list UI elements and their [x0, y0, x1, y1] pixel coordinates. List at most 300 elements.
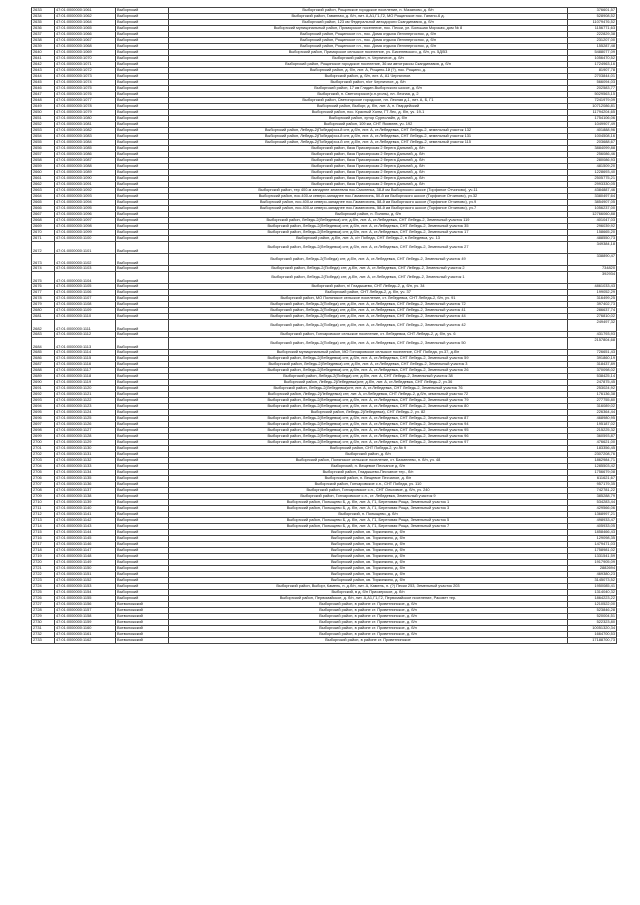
- district-cell: Выборгский: [116, 308, 169, 314]
- cadastral-number-cell: 47:01:0000000:1146: [55, 542, 116, 548]
- row-number-cell: 2656: [32, 146, 55, 152]
- value-cell: 360593,87: [568, 434, 617, 440]
- address-cell: Выборгский район, Лебедь-2(Победа)хоз-й снт, д.б/н, лит. А, ст.Лебедевка, СНТ Лебедь-2, земельный участок 131: [169, 134, 568, 140]
- district-cell: Выборгский: [116, 8, 169, 14]
- row-number-cell: 2645: [32, 80, 55, 86]
- address-cell: Выборгский район, кв. Тиркинкино, д. б/н: [169, 542, 568, 548]
- value-cell: 528908,52: [568, 14, 617, 20]
- address-cell: Выборгский район, 17 км Гладин-Выборгского шоссе, д. б/н: [169, 86, 568, 92]
- cadastral-number-cell: 47:01:0000000:1062: [55, 14, 116, 20]
- value-cell: 469380,23: [568, 572, 617, 578]
- registry-table-body: [32, 8, 617, 644]
- district-cell: Выборгский: [116, 206, 169, 212]
- district-cell: Выборгский: [116, 290, 169, 296]
- value-cell: 12766060,88: [568, 212, 617, 218]
- district-cell: Всеволожский: [116, 602, 169, 608]
- row-number-cell: 2652: [32, 122, 55, 128]
- address-cell: Выборгский район, тер 400-м западнее землевла пос.Смоленка, 38-й км Выборгского шоссе (Торфяное Отчиново), уч.11: [169, 188, 568, 194]
- row-number-cell: 2714: [32, 524, 55, 530]
- address-cell: Выборгский район, Лебедь-2(Победа) снт, д.б/н, лит. А, ст.Лебедевка, СНТ Лебедь-2, Земельный участок 1: [169, 272, 568, 284]
- row-number-cell: 2688: [32, 368, 55, 374]
- value-cell: 286637,74: [568, 308, 617, 314]
- district-cell: Выборгский: [116, 440, 169, 446]
- cadastral-number-cell: 47:01:0000000:1160: [55, 626, 116, 632]
- value-cell: 5029563,15: [568, 92, 617, 98]
- cadastral-number-cell: 47:01:0000000:1135: [55, 476, 116, 482]
- row-number-cell: 2702: [32, 452, 55, 458]
- row-number-cell: 2672: [32, 242, 55, 254]
- district-cell: Выборгский: [116, 398, 169, 404]
- value-cell: 1756679,08: [568, 470, 617, 476]
- address-cell: Выборгский район, Рощинское городское поселение, п. Мазаново, д. б/н: [169, 8, 568, 14]
- value-cell: 522323,80: [568, 620, 617, 626]
- address-cell: Выборгский район, пос.400-м северо-западнее пос.Гаманихинь, 58-й км Выборгского шоссе (Торфяное Отчиново), уч.9: [169, 200, 568, 206]
- row-number-cell: 2701: [32, 446, 55, 452]
- address-cell: Выборгский район, Лебедь-2(Лебедевка) снт, д.б/н, лит. А, ст.Лебедевка, СНТ Лебедь-2, Земельный участок 35: [169, 224, 568, 230]
- district-cell: Выборгский: [116, 560, 169, 566]
- address-cell: Выборгский район, Лебедь-2(Победа) снт, д.б/н, лит. А, СНТ Лебедь-2, Земельный участок 38: [169, 374, 568, 380]
- row-number-cell: 2686: [32, 356, 55, 362]
- cadastral-number-cell: 47:01:0000000:1068: [55, 44, 116, 50]
- cadastral-number-cell: 47:01:0000000:1076: [55, 92, 116, 98]
- address-cell: Выборгский муниципальный район, МО Гончаровское сельское поселение, СНТ Победа, уч.37, д.б/н: [169, 350, 568, 356]
- district-cell: Выборгский: [116, 236, 169, 242]
- row-number-cell: 2695: [32, 410, 55, 416]
- address-cell: Выборгский район, пос.400-м северо-западнее пос.Гаманихинь, 50-й км Выборгского шоссе (Торфяное Отчиново), уч.32: [169, 194, 568, 200]
- cadastral-number-cell: 47:01:0000000:1064: [55, 20, 116, 26]
- value-cell: 397402,73: [568, 302, 617, 308]
- cadastral-number-cell: 47:01:0000000:1090: [55, 176, 116, 182]
- value-cell: 1864223,22: [568, 596, 617, 602]
- district-cell: Выборгский: [116, 488, 169, 494]
- cadastral-number-cell: 47:01:0000000:1086: [55, 152, 116, 158]
- address-cell: Выборгский район, Лебедь-2(Лебедевка) снт, д.б/н, лит. А, ст.Лебедевка, СНТ Лебедь-2, Земельный участок 3: [169, 362, 568, 368]
- district-cell: Выборгский: [116, 362, 169, 368]
- value-cell: 726651,43: [568, 350, 617, 356]
- district-cell: Выборгский: [116, 524, 169, 530]
- value-cell: 742781,22: [568, 488, 617, 494]
- value-cell: 523846,28: [568, 608, 617, 614]
- address-cell: Выборгский район, Лебедь-2(Победа)хоз-й снт, д.б/н, лит. А, ст.Лебедевка, СНТ Лебедь-2, земельный участок 132: [169, 128, 568, 134]
- value-cell: 488550,73: [568, 236, 617, 242]
- row-number-cell: 2648: [32, 98, 55, 104]
- district-cell: Выборгский: [116, 296, 169, 302]
- row-number-cell: 2716: [32, 536, 55, 542]
- address-cell: Выборгский район, Лебедь-2(Победа) снт, д.б/н, лит. А, ст.Лебедевка, СНТ Лебедь-2, Земельный участок 41: [169, 308, 568, 314]
- cadastral-number-cell: 47:01:0000000:1089: [55, 170, 116, 176]
- district-cell: Выборгский: [116, 518, 169, 524]
- value-cell: 534283,44: [568, 500, 617, 506]
- address-cell: Выборгский район, Лебедь-2(Победа) снт, д.б/н, лит. А, ст.Лебедевка, СНТ Лебедь-2, Земельный участок 2: [169, 266, 568, 272]
- address-cell: Выборгский, п. Полыщево, д. б/н: [169, 512, 568, 518]
- district-cell: Выборгский: [116, 176, 169, 182]
- district-cell: Выборгский: [116, 188, 169, 194]
- cadastral-number-cell: 47:01:0000000:1121: [55, 392, 116, 398]
- value-cell: 316499,25: [568, 296, 617, 302]
- address-cell: Выборгский район, Лебедь-2(Лебедевка) снт, д.б/н, лит. А, ст.Лебедевка, СНТ Лебедь-2, Земельный участок 119: [169, 218, 568, 224]
- cadastral-number-cell: 47:01:0000000:1067: [55, 38, 116, 44]
- address-cell: Выборгский район, кв. Тиркинкино, д. б/н: [169, 548, 568, 554]
- row-number-cell: 2713: [32, 518, 55, 524]
- address-cell: Выборгский район, Лебедь-2(Лебедевка) снт, д.б/н, лит. А, ст.Лебедевка, СНТ Лебедь-2, Земельный участок 79: [169, 398, 568, 404]
- row-number-cell: 2665: [32, 200, 55, 206]
- value-cell: 370098,02: [568, 368, 617, 374]
- row-number-cell: 2707: [32, 482, 55, 488]
- row-number-cell: 2728: [32, 608, 55, 614]
- value-cell: 2307208,76: [568, 452, 617, 458]
- cadastral-number-cell: 47:01:0000000:1141: [55, 512, 116, 518]
- district-cell: Выборгский: [116, 494, 169, 500]
- row-number-cell: 2657: [32, 152, 55, 158]
- cadastral-number-cell: 47:01:0000000:1144: [55, 530, 116, 536]
- cadastral-number-cell: 47:01:0000000:1103: [55, 266, 116, 272]
- address-cell: Выборгский район, база Приозерская 2 берега Дальний, д. б/н: [169, 176, 568, 182]
- address-cell: Выборгский район, п/ст Черничное, д. б/н: [169, 80, 568, 86]
- district-cell: Выборгский: [116, 158, 169, 164]
- row-number-cell: 2675: [32, 272, 55, 284]
- row-number-cell: 2640: [32, 50, 55, 56]
- address-cell: Выборгский район, п. Вещевое Песчаное, д. б/н: [169, 476, 568, 482]
- district-cell: Выборгский: [116, 590, 169, 596]
- district-cell: Выборгский: [116, 512, 169, 518]
- cadastral-number-cell: 47:01:0000000:1161: [55, 632, 116, 638]
- address-cell: Выборгский, п. Светогорское(с.п.уголь), пл. Лесная, д. 2: [169, 92, 568, 98]
- district-cell: Выборгский: [116, 458, 169, 464]
- row-number-cell: 2720: [32, 560, 55, 566]
- value-cell: 195187,02: [568, 422, 617, 428]
- value-cell: 734820: [568, 266, 617, 272]
- value-cell: 4384887,46: [568, 188, 617, 194]
- cadastral-number-cell: 47:01:0000000:1139: [55, 500, 116, 506]
- cadastral-number-cell: 47:01:0000000:1077: [55, 98, 116, 104]
- row-number-cell: 2711: [32, 506, 55, 512]
- cadastral-number-cell: 47:01:0000000:1069: [55, 50, 116, 56]
- district-cell: Выборгский: [116, 554, 169, 560]
- value-cell: 1314040,32: [568, 590, 617, 596]
- address-cell: Выборгский район, Лебедь-2(Лебедевка) снт, д.б/н, лит. А, ст.Лебедевка, СНТ Лебедь-2, Земельный участок 95: [169, 428, 568, 434]
- value-cell: 1156771,63: [568, 26, 617, 32]
- row-number-cell: 2647: [32, 92, 55, 98]
- address-cell: Выборгский район, в районе ст. Приветнинское, д. б/н: [169, 626, 568, 632]
- district-cell: Выборгский: [116, 482, 169, 488]
- address-cell: Выборгский район, в районе ст. Приветнинское: [169, 638, 568, 644]
- row-number-cell: 2674: [32, 266, 55, 272]
- row-number-cell: 2689: [32, 374, 55, 380]
- address-cell: Выборгский район, Гончаровское с.п., СНТ Победа, уч. 110: [169, 482, 568, 488]
- table-row: [32, 338, 617, 350]
- row-number-cell: 2690: [32, 380, 55, 386]
- cadastral-number-cell: 47:01:0000000:1099: [55, 230, 116, 236]
- row-number-cell: 2667: [32, 212, 55, 218]
- cadastral-number-cell: 47:01:0000000:1108: [55, 302, 116, 308]
- value-cell: 277755,80: [568, 398, 617, 404]
- address-cell: Выборгский район, кв. Тиркинкино, д. б/н: [169, 554, 568, 560]
- row-number-cell: 2718: [32, 548, 55, 554]
- row-number-cell: 2685: [32, 350, 55, 356]
- district-cell: Выборгский: [116, 272, 169, 284]
- district-cell: Выборгский: [116, 476, 169, 482]
- value-cell: 3884099,88: [568, 146, 617, 152]
- row-number-cell: 2727: [32, 602, 55, 608]
- district-cell: Выборгский: [116, 254, 169, 266]
- address-cell: Выборгский район, д. б/н, лит. А, Рощино-1й (?), пос. Рощино, д.: [169, 68, 568, 74]
- row-number-cell: 2694: [32, 404, 55, 410]
- row-number-cell: 2650: [32, 110, 55, 116]
- district-cell: Выборгский: [116, 416, 169, 422]
- district-cell: Выборгский: [116, 386, 169, 392]
- district-cell: Выборгский: [116, 56, 169, 62]
- district-cell: Выборгский: [116, 230, 169, 236]
- address-cell: Выборгский район, Гладышево-Песчаное тер., б/н: [169, 470, 568, 476]
- value-cell: 401888,96: [568, 128, 617, 134]
- district-cell: Выборгский: [116, 74, 169, 80]
- cadastral-number-cell: 47:01:0000000:1126: [55, 422, 116, 428]
- address-cell: Выборгский район, п. Поляны, д. б/н: [169, 212, 568, 218]
- address-cell: Выборгский район, Лебедь-2(Лебедевка) снт, д.б/н, лит. А, ст.Лебедевка, СНТ Лебедь-2, Земельный участок 59: [169, 356, 568, 362]
- value-cell: 10712086,81: [568, 104, 617, 110]
- row-number-cell: 2643: [32, 68, 55, 74]
- address-cell: Выборгский район, п/ Гладышево, СНТ Лебедь-2, д. б/н, уч. 34: [169, 284, 568, 290]
- address-cell: Выборгский район, МО Полянское сельское поселение, ст. Лебедевка, СНТ Лебедь-2, б/н, уч. 91: [169, 296, 568, 302]
- district-cell: Выборгский: [116, 452, 169, 458]
- address-cell: Выборгский, в д. б/н Приозерское, д. б/н: [169, 590, 568, 596]
- address-cell: Выборгский район, Лебедь-2(Победа) снт, д.б/н, лит. А, ст.Лебедевка, СНТ Лебедь-2, Земельный участок 72: [169, 302, 568, 308]
- row-number-cell: 2700: [32, 440, 55, 446]
- address-cell: Выборгский район, база Приозерская 2 берега Дальний, д. б/н: [169, 146, 568, 152]
- value-cell: 81907,78: [568, 68, 617, 74]
- value-cell: 1862984,71: [568, 458, 617, 464]
- address-cell: Выборгский район, Лебедь-2(Лебедевка) снт, д.б/н, лит. А, ст.Лебедевка, СНТ Лебедь-2, Земельный участок 17: [169, 230, 568, 236]
- address-cell: Выборгский район, Рощинское г.п., пос. Дома отдыха Ленэнергоспос, д. б/н: [169, 38, 568, 44]
- row-number-cell: 2673: [32, 254, 55, 266]
- address-cell: Выборгский район, кв. Тиркинкино, д. б/н: [169, 578, 568, 584]
- row-number-cell: 2676: [32, 284, 55, 290]
- value-cell: 2505775,21: [568, 176, 617, 182]
- district-cell: Выборгский: [116, 368, 169, 374]
- cadastral-number-cell: 47:01:0000000:1078: [55, 104, 116, 110]
- cadastral-number-cell: 47:01:0000000:1142: [55, 518, 116, 524]
- cadastral-number-cell: 47:01:0000000:1117: [55, 368, 116, 374]
- district-cell: Выборгский: [116, 392, 169, 398]
- address-cell: Выборгский район, база Приозерская 2 берега Дальний, д. б/н: [169, 164, 568, 170]
- address-cell: Выборгский район, д. б/н, лит. А, А1 Черничное.: [169, 74, 568, 80]
- value-cell: 183356,45: [568, 446, 617, 452]
- district-cell: Выборгский: [116, 182, 169, 188]
- district-cell: Выборгский: [116, 464, 169, 470]
- district-cell: Всеволожский: [116, 614, 169, 620]
- value-cell: 349384,18: [568, 242, 617, 254]
- row-number-cell: 2679: [32, 302, 55, 308]
- address-cell: Выборгский район, кв. Тиркинкино, д. б/н: [169, 572, 568, 578]
- value-cell: 11079476,52: [568, 20, 617, 26]
- address-cell: Выборгский район, Лебедь-2(Лебедевка) снт, д.б/н, лит. А, ст.Лебедевка, СНТ Лебедь-2, Земельный участок 87: [169, 416, 568, 422]
- cadastral-number-cell: 47:01:0000000:1158: [55, 614, 116, 620]
- row-number-cell: 2687: [32, 362, 55, 368]
- district-cell: Выборгский: [116, 338, 169, 350]
- district-cell: Выборгский: [116, 128, 169, 134]
- address-cell: Выборгский район, СНТ Лебедь-2, д. б/н, уч. 37: [169, 290, 568, 296]
- value-cell: 202583,77: [568, 86, 617, 92]
- cadastral-number-cell: 47:01:0000000:1097: [55, 218, 116, 224]
- value-cell: 2157804,68: [568, 338, 617, 350]
- address-cell: Выборгский район, Лебедь-2(Лебедевка)снт, д.б/н, лит. А, ст.Лебедевка, СНТ Лебедь-2, уч.36: [169, 380, 568, 386]
- district-cell: Выборгский: [116, 50, 169, 56]
- district-cell: Выборгский: [116, 356, 169, 362]
- value-cell: 566094,03: [568, 80, 617, 86]
- cadastral-number-cell: 47:01:0000000:1111: [55, 320, 116, 332]
- address-cell: Выборгский район, пос.400-м северо-западнее пос.Гаманихинь, 58-й км Выборгского шоссе (Торфяное Отчиново), уч.7: [169, 206, 568, 212]
- row-number-cell: 2634: [32, 14, 55, 20]
- value-cell: 129098,35: [568, 536, 617, 542]
- value-cell: 392934: [568, 272, 617, 284]
- row-number-cell: 2658: [32, 158, 55, 164]
- cadastral-number-cell: 47:01:0000000:1096: [55, 212, 116, 218]
- district-cell: Выборгский: [116, 104, 169, 110]
- district-cell: Выборгский: [116, 80, 169, 86]
- cadastral-number-cell: 47:01:0000000:1159: [55, 620, 116, 626]
- district-cell: Выборгский: [116, 428, 169, 434]
- cadastral-number-cell: 47:01:0000000:1149: [55, 560, 116, 566]
- value-cell: 401047,03: [568, 218, 617, 224]
- cadastral-number-cell: 47:01:0000000:1119: [55, 380, 116, 386]
- address-cell: Выборгский муниципальный район, Приморское поселение, пос. Пески, ул. Большая Морская, дом № 8: [169, 26, 568, 32]
- row-number-cell: 2717: [32, 542, 55, 548]
- cadastral-number-cell: 47:01:0000000:1106: [55, 290, 116, 296]
- row-number-cell: 2729: [32, 614, 55, 620]
- address-cell: Выборгский район, Гончаровское с.п., СНТ Ольховое, д. б/н, уч. 240: [169, 488, 568, 494]
- cadastral-number-cell: 47:01:0000000:1065: [55, 26, 116, 32]
- value-cell: 429566,06: [568, 506, 617, 512]
- address-cell: Выборгский район, база Приозерская 2 берега Дальний, д. б/н: [169, 158, 568, 164]
- value-cell: 17188700,73: [568, 638, 617, 644]
- address-cell: Выборгский район, 123 км Федеральной автодороги Скандинавия, д. б/н: [169, 20, 568, 26]
- value-cell: 1479471,03: [568, 542, 617, 548]
- row-number-cell: 2681: [32, 314, 55, 320]
- value-cell: 1285503,42: [568, 464, 617, 470]
- row-number-cell: 2666: [32, 206, 55, 212]
- address-cell: Выборгский район, 109 км, СНТ Яковлев, уч. 192: [169, 122, 568, 128]
- row-number-cell: 2692: [32, 392, 55, 398]
- cadastral-number-cell: 47:01:0000000:1137: [55, 488, 116, 494]
- address-cell: Выборгский район, Лебедь-2(Лебедевка) снт, д.б/н, лит. А, ст.Лебедевка, СНТ Лебедь-2, Земельный участок 27: [169, 242, 568, 254]
- row-number-cell: 2642: [32, 62, 55, 68]
- value-cell: 468980,95: [568, 416, 617, 422]
- row-number-cell: 2684: [32, 338, 55, 350]
- address-cell: Выборгский район, Лебедь-2(Победа) снт, д.б/н, лит. А, ст.Лебедевка, СНТ Лебедь-2, Земельный участок 49: [169, 254, 568, 266]
- cadastral-number-cell: 47:01:0000000:1080: [55, 116, 116, 122]
- district-cell: Выборгский: [116, 212, 169, 218]
- value-cell: 481509,20: [568, 164, 617, 170]
- district-cell: Выборгский: [116, 242, 169, 254]
- row-number-cell: 2663: [32, 188, 55, 194]
- address-cell: Выборгский район, п. Черничное, д. б/н: [169, 56, 568, 62]
- cadastral-number-cell: 47:01:0000000:1110: [55, 314, 116, 320]
- cadastral-number-cell: 47:01:0000000:1122: [55, 398, 116, 404]
- cadastral-number-cell: 47:01:0000000:1115: [55, 356, 116, 362]
- row-number-cell: 2706: [32, 476, 55, 482]
- value-cell: 1917905,09: [568, 560, 617, 566]
- district-cell: Выборгский: [116, 584, 169, 590]
- address-cell: Выборгский район, в районе ст. Приветнинское, д. б/н: [169, 620, 568, 626]
- district-cell: Выборгский: [116, 20, 169, 26]
- district-cell: Выборгский: [116, 194, 169, 200]
- row-number-cell: 2638: [32, 38, 55, 44]
- district-cell: Выборгский: [116, 38, 169, 44]
- row-number-cell: 2651: [32, 116, 55, 122]
- cadastral-number-cell: 47:01:0000000:1113: [55, 338, 116, 350]
- cadastral-number-cell: 47:01:0000000:1140: [55, 506, 116, 512]
- district-cell: Выборгский: [116, 470, 169, 476]
- address-cell: Выборгский район, д. б/н: [169, 452, 568, 458]
- cadastral-number-cell: 47:01:0000000:1087: [55, 158, 116, 164]
- value-cell: 1950085,41: [568, 584, 617, 590]
- address-cell: Выборгский район, Гончаровское с.п., ст. Лебедевка, Земельный участок 9: [169, 494, 568, 500]
- district-cell: Выборгский: [116, 542, 169, 548]
- value-cell: 1210522,00: [568, 602, 617, 608]
- cadastral-number-cell: 47:01:0000000:1162: [55, 638, 116, 644]
- row-number-cell: 2633: [32, 8, 55, 14]
- value-cell: 7241979,09: [568, 98, 617, 104]
- row-number-cell: 2654: [32, 134, 55, 140]
- cadastral-number-cell: 47:01:0000000:1095: [55, 206, 116, 212]
- district-cell: Выборгский: [116, 548, 169, 554]
- table-row: [32, 320, 617, 332]
- value-cell: 176136,38: [568, 392, 617, 398]
- value-cell: 4861033,43: [568, 284, 617, 290]
- district-cell: Выборгский: [116, 434, 169, 440]
- district-cell: Выборгский: [116, 572, 169, 578]
- value-cell: 318437,89: [568, 362, 617, 368]
- cadastral-number-cell: 47:01:0000000:1131: [55, 452, 116, 458]
- row-number-cell: 2635: [32, 20, 55, 26]
- row-number-cell: 2723: [32, 578, 55, 584]
- district-cell: Выборгский: [116, 578, 169, 584]
- value-cell: 1056237,00: [568, 206, 617, 212]
- address-cell: Выборгский район, Лебедь-2(Победа)хоз-й снт, д.б/н, лит. А, ст.Лебедевка, СНТ Лебедь-2, земельный участок 115: [169, 140, 568, 146]
- address-cell: Выборгский район, СНТ Победа-2, уч.№ 9: [169, 446, 568, 452]
- cadastral-number-cell: 47:01:0000000:1129: [55, 440, 116, 446]
- address-cell: Выборгский район, Рощинское г.п., пос. Дома отдыха Ленэнергоспос, д. б/н: [169, 32, 568, 38]
- address-cell: Выборгский район, Рощинское г.п., пос. Дома отдыха Ленэнергоспос, д. б/н: [169, 44, 568, 50]
- district-cell: Выборгский: [116, 422, 169, 428]
- cadastral-number-cell: 47:01:0000000:1083: [55, 134, 116, 140]
- row-number-cell: 2661: [32, 176, 55, 182]
- row-number-cell: 2709: [32, 494, 55, 500]
- district-cell: Выборгский: [116, 134, 169, 140]
- address-cell: Выборгский район, д.б/н, лит. А, с/т Победа, СНТ Лебедь-2, в Лебедевка, уч. 13: [169, 236, 568, 242]
- row-number-cell: 2699: [32, 434, 55, 440]
- district-cell: Выборгский: [116, 164, 169, 170]
- value-cell: 1228693,40: [568, 170, 617, 176]
- value-cell: 249497,32: [568, 320, 617, 332]
- address-cell: Выборгский район, кв. Тиркинкино, д. б/н: [169, 530, 568, 536]
- value-cell: 5488077,09: [568, 50, 617, 56]
- value-cell: 247875,45: [568, 380, 617, 386]
- cadastral-number-cell: 47:01:0000000:1081: [55, 122, 116, 128]
- value-cell: 155287,48: [568, 44, 617, 50]
- address-cell: Выборгский район, Гаванная, д. б/н, лит. А,А1,Г1,Г2, МО Рощинское пос. Ганино-6 д.: [169, 14, 568, 20]
- district-cell: Выборгский: [116, 404, 169, 410]
- row-number-cell: 2664: [32, 194, 55, 200]
- cadastral-number-cell: 47:01:0000000:1094: [55, 200, 116, 206]
- row-number-cell: 2719: [32, 554, 55, 560]
- address-cell: Выборгский район, Полыщево Б, д. б/н, лит. А, Г1, Береговая Роща, Земельный участок 3: [169, 506, 568, 512]
- row-number-cell: 2646: [32, 86, 55, 92]
- value-cell: 1331541,59: [568, 554, 617, 560]
- cadastral-number-cell: 47:01:0000000:1105: [55, 284, 116, 290]
- district-cell: Выборгский: [116, 596, 169, 602]
- district-cell: Выборгский: [116, 302, 169, 308]
